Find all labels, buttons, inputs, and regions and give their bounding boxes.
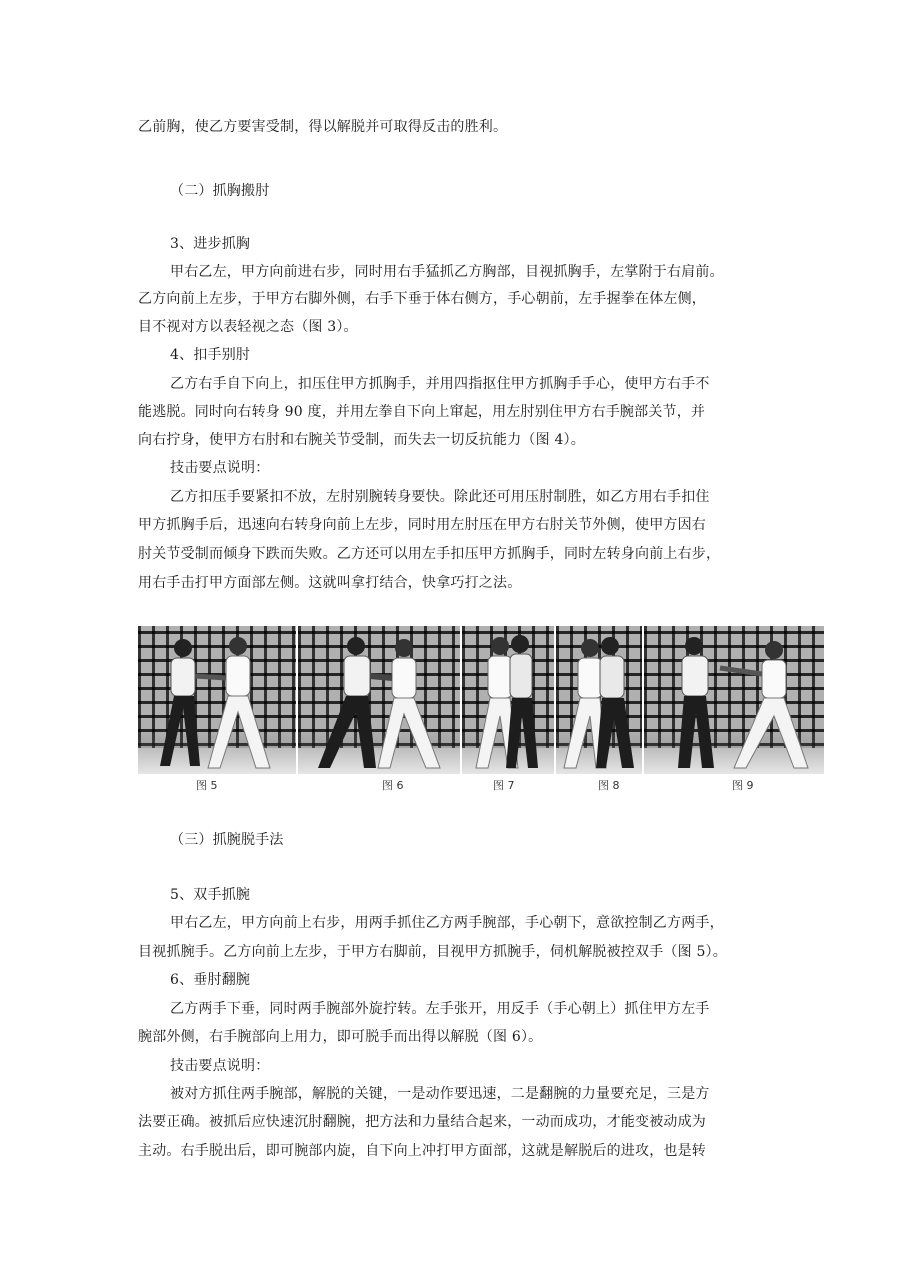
figure-5-photo xyxy=(138,626,296,774)
paragraph-line: 目不视对方以表轻视之态（图 3）。 xyxy=(138,319,358,335)
figure-caption: 图 9 xyxy=(732,779,754,792)
paragraph-line: 乙方两手下垂，同时两手腕部外旋拧转。左手张开，用反手（手心朝上）抓住甲方左手 xyxy=(170,1001,710,1017)
subsection-title: 6、垂肘翻腕 xyxy=(170,972,251,988)
subsection-title: 3、进步抓胸 xyxy=(170,236,251,252)
subsection-title: 4、扣手别肘 xyxy=(170,347,251,363)
paragraph-line: 目视抓腕手。乙方向前上左步，于甲方右脚前，目视甲方抓腕手，伺机解脱被控双手（图 5）。 xyxy=(138,944,727,960)
paragraph-line: 乙方右手自下向上，扣压住甲方抓胸手，并用四指抠住甲方抓胸手手心，使甲方右手不 xyxy=(170,376,710,392)
paragraph-line: 法要正确。被抓后应快速沉肘翻腕，把方法和力量结合起来，一动而成功，才能变被动成为 xyxy=(138,1114,706,1130)
paragraph-line: 主动。右手脱出后，即可腕部内旋，自下向上冲打甲方面部，这就是解脱后的进攻，也是转 xyxy=(138,1143,706,1159)
paragraph-line: 乙前胸，使乙方要害受制，得以解脱并可取得反击的胜利。 xyxy=(138,119,508,135)
paragraph-line: 向右拧身，使甲方右肘和右腕关节受制，而失去一切反抗能力（图 4）。 xyxy=(138,432,585,448)
photo-strip xyxy=(138,626,826,774)
paragraph-line: 用右手击打甲方面部左侧。这就叫拿打结合，快拿巧打之法。 xyxy=(138,575,522,591)
paragraph-line: 肘关节受制而倾身下跌而失败。乙方还可以用左手扣压甲方抓胸手，同时左转身向前上右步， xyxy=(138,546,721,562)
tip-title: 技击要点说明： xyxy=(170,460,270,476)
section-heading: （二）抓胸搬肘 xyxy=(170,183,270,199)
paragraph-line: 能逃脱。同时向右转身 90 度，并用左拳自下向上窜起，用左肘别住甲方右手腕部关节，并 xyxy=(138,404,706,420)
subsection-title: 5、双手抓腕 xyxy=(170,887,251,903)
paragraph-line: 甲右乙左，甲方向前进右步，同时用右手猛抓乙方胸部，目视抓胸手，左掌附于右肩前。 xyxy=(170,264,724,280)
figure-caption: 图 5 xyxy=(196,779,218,792)
paragraph-line: 乙方向前上左步，于甲方右脚外侧，右手下垂于体右侧方，手心朝前，左手握拳在体左侧， xyxy=(138,291,706,307)
figure-8-photo xyxy=(556,626,642,774)
paragraph-line: 被对方抓住两手腕部，解脱的关键，一是动作要迅速，二是翻腕的力量要充足，三是方 xyxy=(170,1086,710,1102)
figure-caption: 图 8 xyxy=(598,779,620,792)
figure-6-photo xyxy=(298,626,460,774)
figure-caption: 图 7 xyxy=(493,779,515,792)
paragraph-line: 腕部外侧，右手腕部向上用力，即可脱手而出得以解脱（图 6）。 xyxy=(138,1029,543,1045)
section-heading: （三）抓腕脱手法 xyxy=(170,832,284,848)
tip-title: 技击要点说明： xyxy=(170,1058,270,1074)
paragraph-line: 甲右乙左，甲方向前上右步，用两手抓住乙方两手腕部，手心朝下，意欲控制乙方两手， xyxy=(170,915,724,931)
figure-7-photo xyxy=(462,626,554,774)
paragraph-line: 乙方扣压手要紧扣不放，左肘别腕转身要快。除此还可用压肘制胜，如乙方用右手扣住 xyxy=(170,489,710,505)
paragraph-line: 甲方抓胸手后，迅速向右转身向前上左步，同时用左肘压在甲方右肘关节外侧，使甲方因右 xyxy=(138,517,706,533)
figure-caption: 图 6 xyxy=(382,779,404,792)
figure-captions xyxy=(138,777,826,793)
figure-9-photo xyxy=(644,626,824,774)
